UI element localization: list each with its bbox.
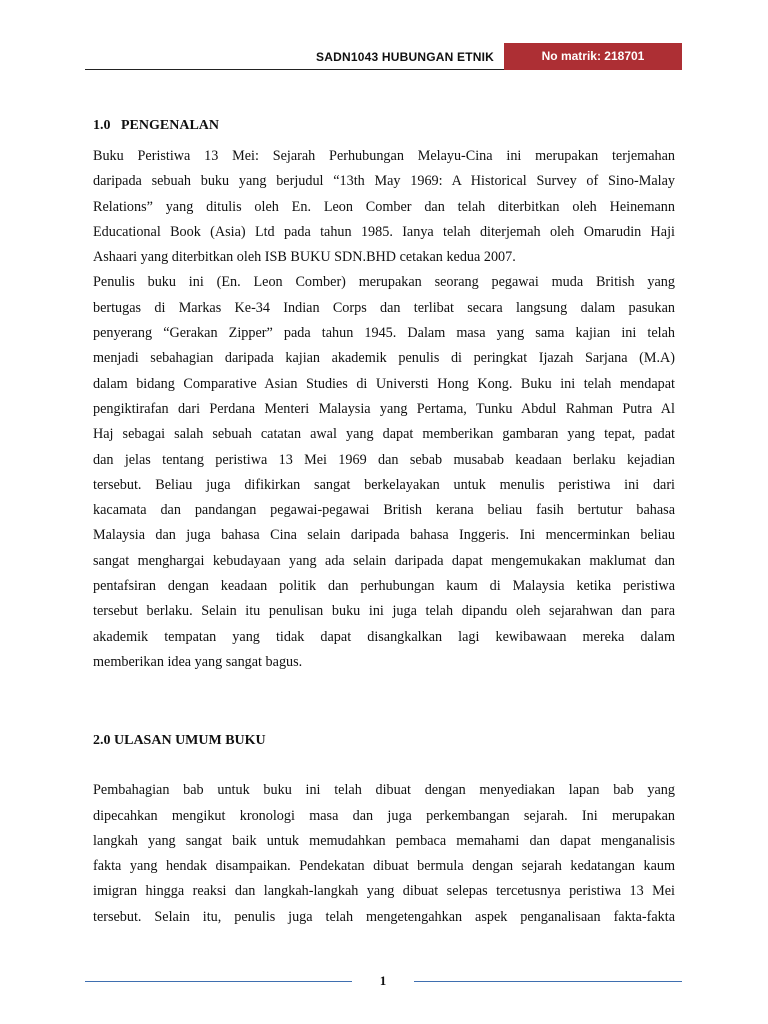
page-footer (85, 972, 682, 992)
text-line: Malaysia dan juga bahasa Cina selain daripada bahasa Inggeris. Ini mencerminkan beliau (93, 527, 675, 544)
matric-number-badge: No matrik: 218701 (504, 43, 682, 70)
document-body (93, 116, 675, 930)
text-line: tersebut. Selain itu, penulis juga telah mengetengahkan aspek penganalisaan fakta-fakta (93, 908, 675, 925)
text-line: Penulis buku ini (En. Leon Comber) merupakan seorang pegawai muda British yang (93, 274, 675, 291)
text-line: Relations” yang ditulis oleh En. Leon Comber dan telah diterbitkan oleh Heinemann (93, 198, 675, 215)
text-line: dalam bidang Comparative Asian Studies di Universti Hong Kong. Buku ini telah mendapat (93, 375, 675, 392)
text-line: memberikan idea yang sangat bagus. (93, 653, 303, 670)
text-line: daripada sebuah buku yang berjudul “13th May 1969: A Historical Survey of Sino-Malay (93, 173, 675, 190)
section-heading-pengenalan: 1.0 PENGENALAN (93, 118, 220, 133)
section-heading-ulasan: 2.0 ULASAN UMUM BUKU (93, 733, 266, 749)
text-line: langkah yang sangat baik untuk memudahkan pembaca memahami dan dapat menganalisis (93, 832, 675, 849)
text-line: Educational Book (Asia) Ltd pada tahun 1985. Ianya telah diterjemah oleh Omarudin Haji (93, 223, 675, 240)
text-line: pengiktirafan dari Perdana Menteri Malaysia yang Pertama, Tunku Abdul Rahman Putra Al (93, 400, 675, 417)
text-line: Buku Peristiwa 13 Mei: Sejarah Perhubungan Melayu-Cina ini merupakan terjemahan (93, 148, 675, 164)
text-line: bertugas di Markas Ke-34 Indian Corps dan terlibat secara langsung dalam pasukan (93, 299, 675, 316)
footer-rule-right (414, 981, 682, 982)
text-line: menjadi sebahagian daripada kajian akademik penulis di peringkat Ijazah Sarjana (M.A) (93, 350, 675, 367)
course-code: SADN1043 HUBUNGAN ETNIK (316, 50, 494, 64)
footer-rule-left (85, 981, 352, 982)
text-line: penyerang “Gerakan Zipper” pada tahun 1945. Dalam masa yang sama kajian ini telah (93, 325, 675, 342)
text-line: tersebut. Beliau juga difikirkan sangat berkelayakan untuk menulis peristiwa ini dari (93, 476, 675, 493)
text-line: Haj sebagai salah sebuah catatan awal yang dapat memberikan gambaran yang tepat, padat (93, 426, 675, 443)
header-rule (85, 69, 504, 70)
text-line: kacamata dan pandangan pegawai-pegawai British kerana beliau fasih bertutur bahasa (93, 502, 675, 519)
paragraph-intro-2 (93, 270, 675, 675)
text-line: pentafsiran dengan keadaan politik dan perhubungan kaum di Malaysia ketika peristiwa (93, 578, 675, 595)
text-line: dan jelas tentang peristiwa 13 Mei 1969 dan sebab musabab keadaan berlaku kejadian (93, 451, 675, 468)
text-line: Pembahagian bab untuk buku ini telah dibuat dengan menyediakan lapan bab yang (93, 782, 675, 799)
page-number: 1 (379, 973, 387, 988)
text-line: tersebut berlaku. Selain itu penulisan buku ini juga telah dipandu oleh sejarahwan dan para (93, 603, 675, 620)
page-header (85, 43, 682, 70)
text-line: sangat menghargai kebudayaan yang ada selain daripada dapat mengemukakan maklumat dan (93, 552, 675, 569)
text-line: fakta yang hendak disampaikan. Pendekatan dibuat bermula dengan sejarah kedatangan kaum (93, 858, 675, 875)
text-line: Ashaari yang diterbitkan oleh ISB BUKU SDN.BHD cetakan kedua 2007. (93, 249, 516, 266)
paragraph-ulasan-1 (93, 778, 675, 930)
text-line: dipecahkan mengikut kronologi masa dan juga perkembangan sejarah. Ini merupakan (93, 807, 675, 824)
text-line: imigran hingga reaksi dan langkah-langkah yang dibuat selepas tercetusnya peristiwa 13 Mei (93, 883, 675, 900)
text-line: akademik tempatan yang tidak dapat disangkalkan lagi kewibawaan mereka dalam (93, 628, 675, 645)
paragraph-intro-1 (93, 144, 675, 270)
